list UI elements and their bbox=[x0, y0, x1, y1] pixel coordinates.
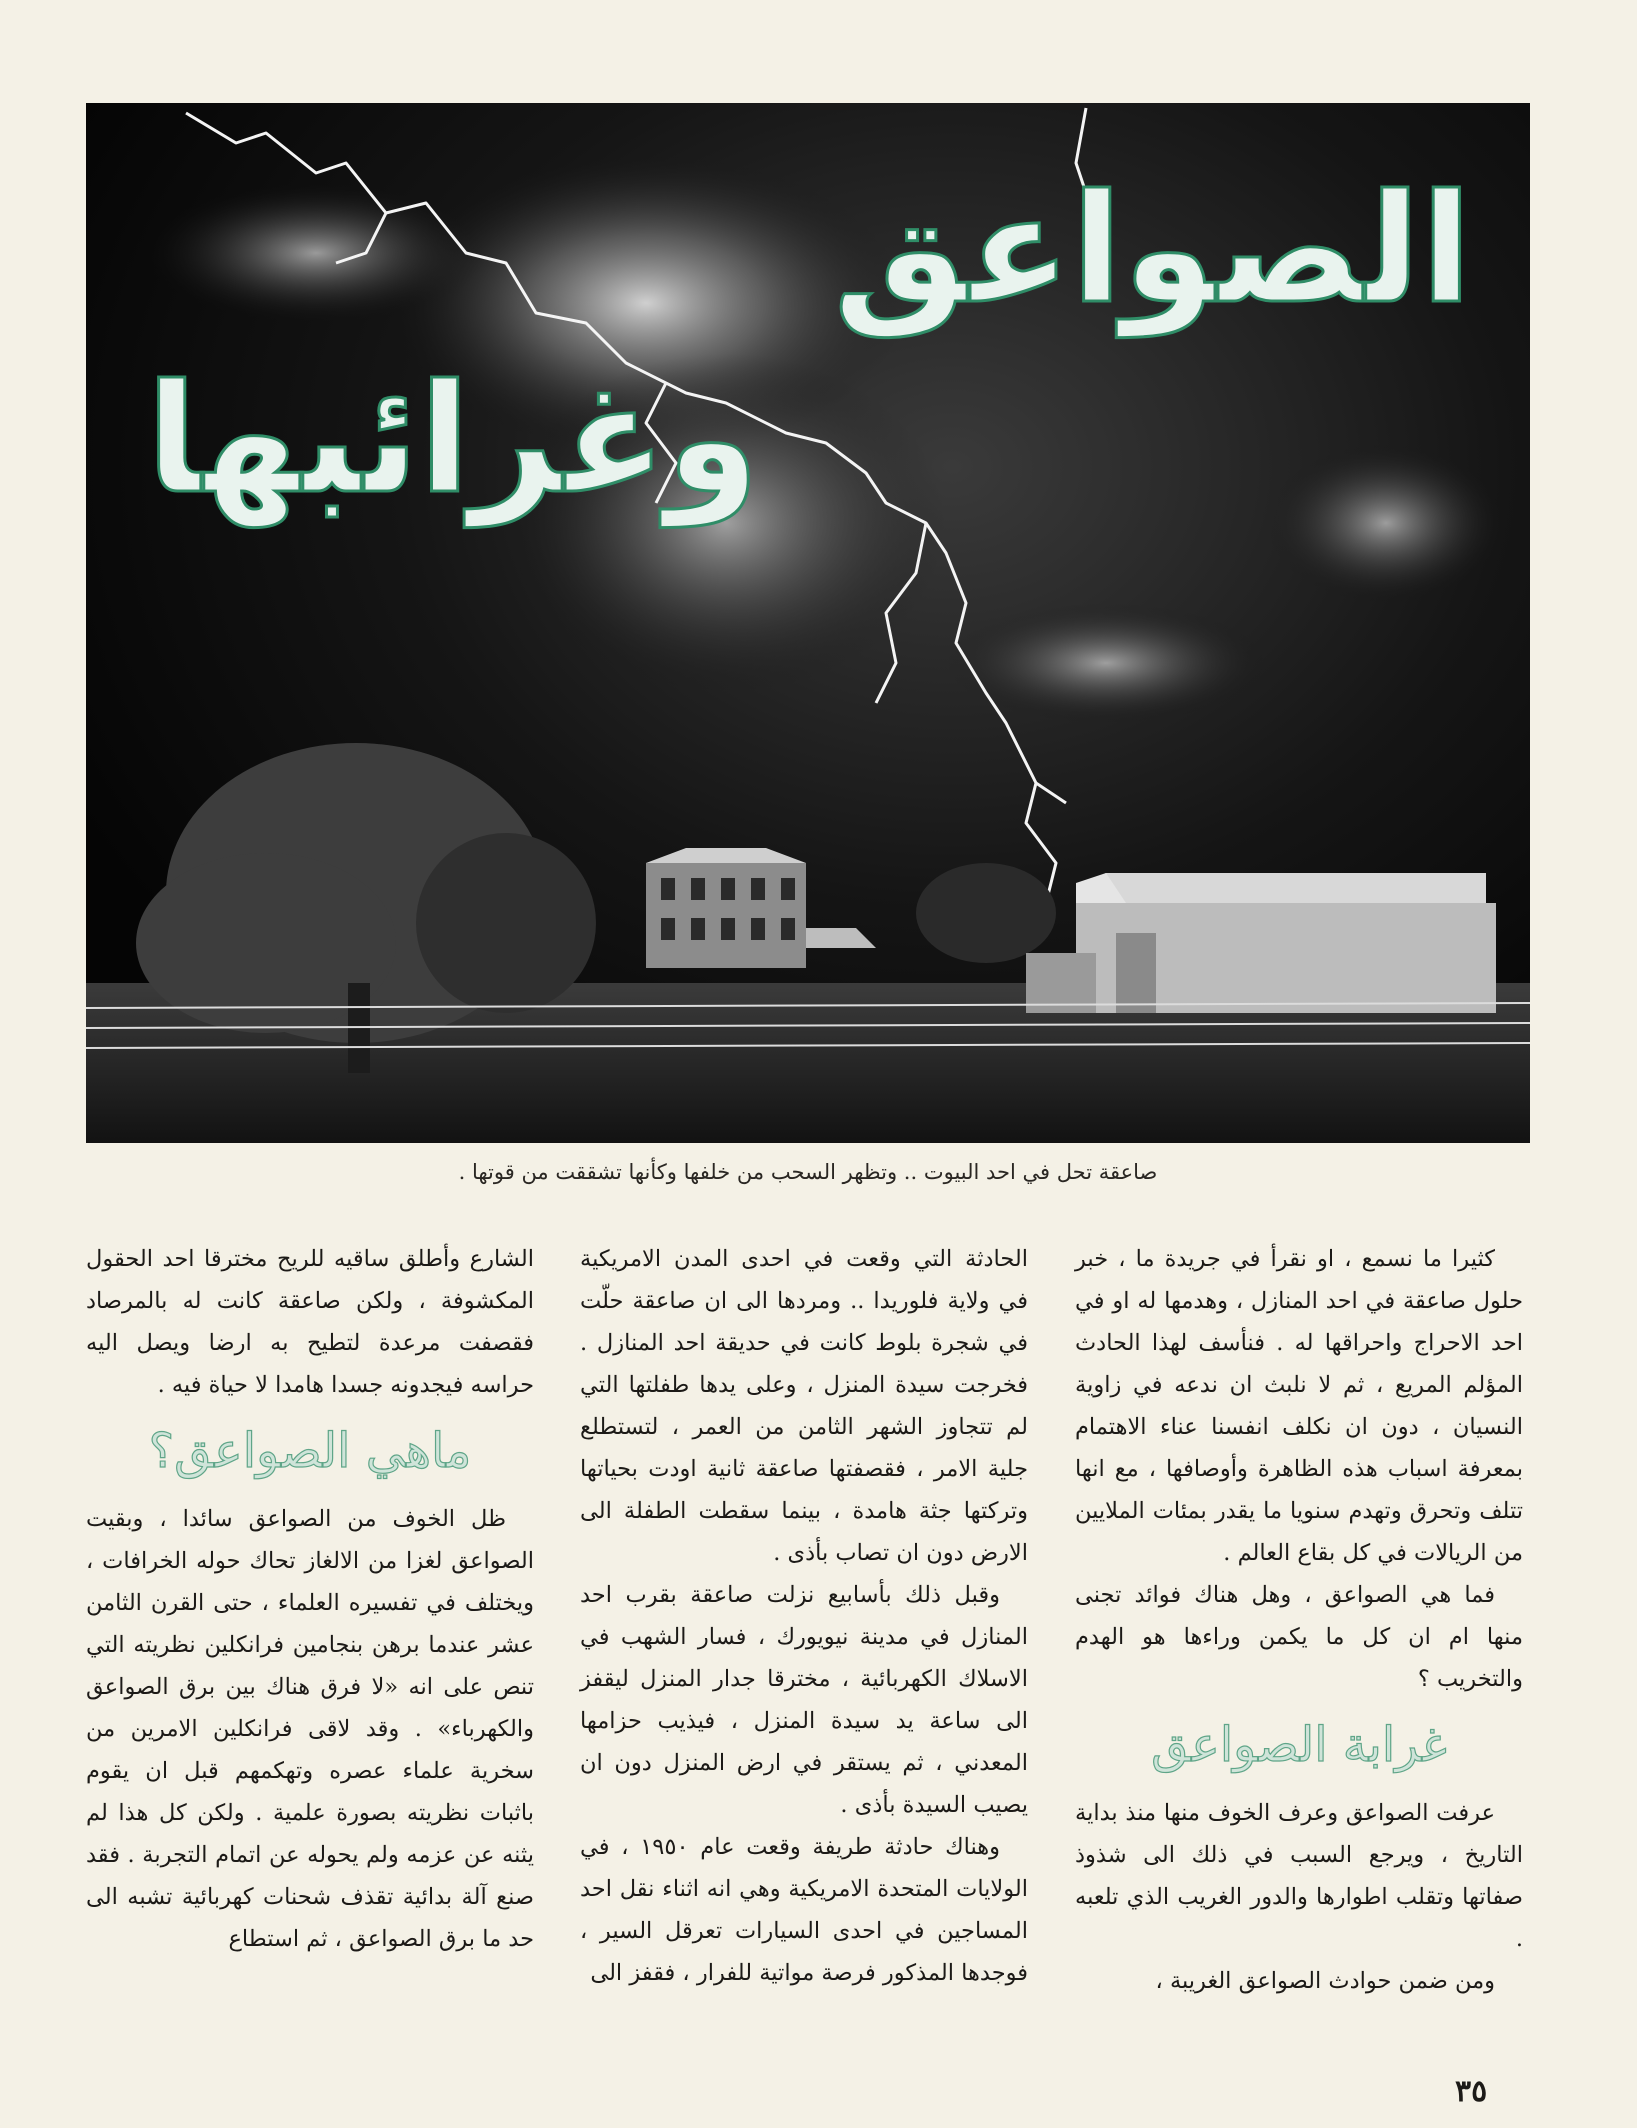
paragraph: الشارع وأطلق ساقيه للريح مخترقا احد الحقول المكشوفة ، ولكن صاعقة كانت له بالمرصاد فقصفت مرعدة لتطيح به ارضا ويصل اليه حراسه فيجدونه جسدا هامدا لا حياة فيه . bbox=[86, 1246, 534, 1398]
section-heading: غرابة الصواعق bbox=[1151, 1717, 1447, 1773]
cloud-glow bbox=[1266, 443, 1506, 603]
article-title-line2: وغرائبها bbox=[146, 353, 760, 527]
text-column-middle bbox=[580, 1238, 1028, 1994]
photo-caption: صاعقة تحل في احد البيوت .. وتظهر السحب من خلفها وكأنها تشققت من قوتها . bbox=[458, 1160, 1158, 1184]
paragraph: فما هي الصواعق ، وهل هناك فوائد تجنى منها ام ان كل ما يكمن وراءها هو الهدم والتخريب ؟ bbox=[1075, 1582, 1523, 1692]
paragraph: وهناك حادثة طريفة وقعت عام ١٩٥٠ ، في الولايات المتحدة الامريكية وهي انه اثناء نقل احد المساجين في احدى السيارات تعرقل السير ، فوجدها المذكور فرصة مواتية للفرار ، فقفز الى bbox=[580, 1834, 1028, 1986]
text-column-right bbox=[1075, 1238, 1523, 2002]
paragraph: كثيرا ما نسمع ، او نقرأ في جريدة ما ، خبر حلول صاعقة في احد المنازل ، وهدمها له او في احد الاحراج واحراقها له . فنأسف لهذا الحادث المؤلم المريع ، ثم لا نلبث ان ندعه في زاوية النسيان ، دون ان نكلف انفسنا عناء الاهتمام بمعرفة اسباب هذه الظاهرة وأوصافها ، مع انها تتلف وتحرق وتهدم سنويا ما يقدر بمئات الملايين من الريالات في كل بقاع العالم . bbox=[1075, 1246, 1523, 1566]
storm-photo bbox=[86, 103, 1530, 1143]
section-heading: ماهي الصواعق؟ bbox=[148, 1423, 472, 1479]
paragraph: الحادثة التي وقعت في احدى المدن الامريكية في ولاية فلوريدا .. ومردها الى ان صاعقة حلّت في شجرة بلوط كانت في حديقة احد المنازل . فخرجت سيدة المنزل ، وعلى يدها طفلتها التي لم تتجاوز الشهر الثامن من العمر ، لتستطلع جلية الامر ، فقصفتها صاعقة ثانية اودت بحياتها وتركتها جثة هامدة ، بينما سقطت الطفلة الى الارض دون ان تصاب بأذى . bbox=[580, 1246, 1028, 1566]
page-number: ٣٥ bbox=[1455, 2074, 1488, 2109]
paragraph: ظل الخوف من الصواعق سائدا ، وبقيت الصواعق لغزا من الالغاز تحاك حوله الخرافات ، ويختلف في تفسيره العلماء ، حتى القرن الثامن عشر عندما برهن بنجامين فرانكلين نظريته التي تنص على انه «لا فرق هناك بين برق الصواعق والكهرباء» . وقد لاقى فرانكلين الامرين من سخرية علماء عصره وتهكمهم قبل ان يقوم باثبات نظريته بصورة علمية . ولكن كل هذا لم يثنه عن عزمه ولم يحوله عن اتمام التجربة . فقد صنع آلة بدائية تقذف شحنات كهربائية تشبه الى حد ما برق الصواعق ، ثم استطاع bbox=[86, 1506, 534, 1952]
text-column-left bbox=[86, 1238, 534, 1960]
paragraph: ومن ضمن حوادث الصواعق الغريبة ، bbox=[1155, 1968, 1495, 1994]
paragraph: وقبل ذلك بأسابيع نزلت صاعقة بقرب احد المنازل في مدينة نيويورك ، فسار الشهب في الاسلاك الكهربائية ، مخترقا جدار المنزل ليقفز الى ساعة يد سيدة المنزل ، فيذيب حزامها المعدني ، ثم يستقر في ارض المنزل دون ان يصيب السيدة بأذى . bbox=[580, 1582, 1028, 1818]
cloud-glow bbox=[146, 183, 486, 323]
article-title-line1: الصواعق bbox=[833, 163, 1472, 337]
farmhouse bbox=[646, 848, 876, 968]
barn bbox=[1026, 873, 1496, 1013]
paragraph: عرفت الصواعق وعرف الخوف منها منذ بداية التاريخ ، ويرجع السبب في ذلك الى شذوذ صفاتها وتقلب اطوارها والدور الغريب الذي تلعبه . bbox=[1075, 1800, 1523, 1952]
